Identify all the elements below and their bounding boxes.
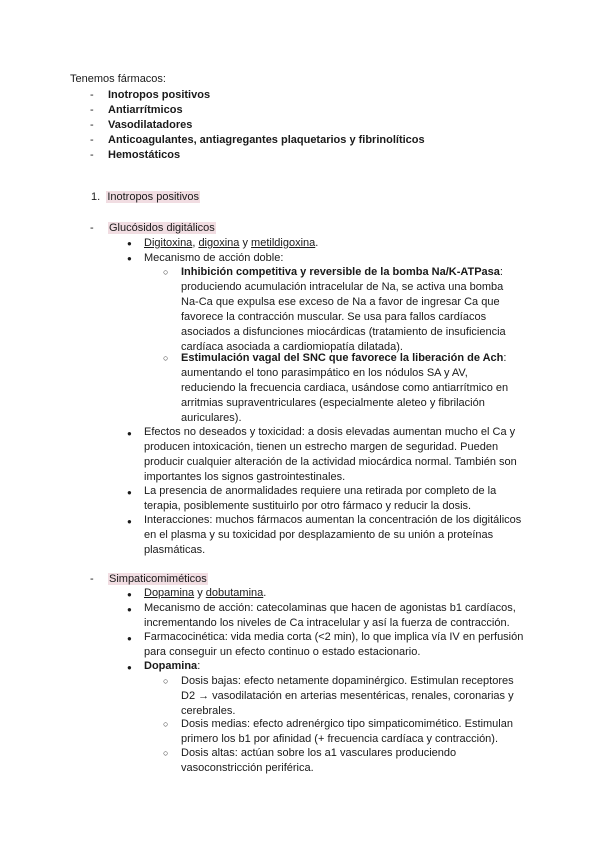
- bullet-dot: ●: [127, 605, 132, 614]
- dosis-bajas-line: Dosis bajas: efecto netamente dopaminérgico. Estimulan receptores: [181, 675, 514, 687]
- anormal-line: La presencia de anormalidades requiere una retirada por completo de la: [144, 485, 497, 497]
- mecanismo-line: Mecanismo de acción: catecolaminas que hacen de agonistas b1 cardíacos,: [144, 602, 516, 614]
- mech1-line: Na-Ca que expulsa ese exceso de Na a favor de ingresar Ca que: [181, 296, 500, 308]
- sep: .: [263, 587, 267, 599]
- bullet-dot: ●: [127, 663, 132, 672]
- drug-digoxina: digoxina: [198, 237, 240, 249]
- section-title: Inotropos positivos: [107, 191, 200, 203]
- dosis-medias-line: primero los b1 por afinidad (+ frecuencia cardíaca y contracción).: [181, 733, 499, 745]
- subsection-title: [108, 573, 208, 586]
- drug-dopamina: Dopamina: [144, 587, 195, 599]
- simpatico-drugs: [144, 587, 266, 600]
- interacciones-line: en el plasma y su toxicidad por desplazamiento de su unión a proteínas: [144, 529, 494, 541]
- bullet-dot: ●: [127, 488, 132, 497]
- dosis-bajas-line: cerebrales.: [181, 705, 236, 717]
- list-dash: -: [90, 104, 94, 116]
- intro-text: Tenemos fármacos:: [70, 73, 166, 85]
- glucosidos-drugs: [144, 237, 318, 250]
- colon: :: [197, 660, 201, 672]
- sep: .: [315, 237, 319, 249]
- mech2-line: aumentando el tono parasimpático en los nódulos SA y AV,: [181, 367, 468, 379]
- list-item: Vasodilatadores: [108, 119, 193, 131]
- list-dash: -: [90, 149, 94, 161]
- mech1-first-line: [181, 266, 503, 279]
- drug-dobutamina: dobutamina: [205, 587, 264, 599]
- mech2-first-line: [181, 352, 506, 365]
- dopamina-heading: [144, 660, 200, 673]
- bullet-dot: ●: [127, 634, 132, 643]
- mech2-line: arritmias supraventriculares (especialmente aleteo y fibrilación: [181, 397, 485, 409]
- interacciones-line: Interacciones: muchos fármacos aumentan la concentración de los digitálicos: [144, 514, 522, 526]
- efectos-line: producen intoxicación, tienen un estrecho margen de seguridad. Pueden: [144, 441, 499, 453]
- dopamina-title: Dopamina: [144, 660, 198, 672]
- farmaco-line: para conseguir un efecto continuo o estado estacionario.: [144, 646, 421, 658]
- mech1-line: favorece la contracción muscular. Se usa para fallos cardíacos: [181, 311, 487, 323]
- efectos-line: Efectos no deseados y toxicidad: a dosis elevadas aumentan mucho el Ca y: [144, 426, 516, 438]
- sep: y: [194, 587, 206, 599]
- mech1-line: cardíaca asociada a cardiomiopatía dilatada).: [181, 341, 403, 353]
- subsection-dash: -: [90, 222, 94, 234]
- sep: ,: [192, 237, 199, 249]
- mech2-colon: :: [503, 352, 507, 364]
- sep: y: [239, 237, 252, 249]
- bullet-dot: ●: [127, 590, 132, 599]
- dosis-medias-line: Dosis medias: efecto adrenérgico tipo simpaticomimético. Estimulan: [181, 718, 513, 730]
- subsection-title: [108, 222, 216, 235]
- dosis-altas-line: Dosis altas: actúan sobre los a1 vasculares produciendo: [181, 747, 457, 759]
- section-number: 1.: [91, 191, 101, 203]
- drug-metildigoxina: metildigoxina: [251, 237, 316, 249]
- drug-digitoxina: Digitoxina: [144, 237, 193, 249]
- efectos-line: importantes los signos gastrointestinales.: [144, 471, 346, 483]
- list-item: Inotropos positivos: [108, 89, 211, 101]
- circle-bullet: ○: [163, 748, 169, 758]
- circle-bullet: ○: [163, 267, 169, 277]
- list-item: Antiarrítmicos: [108, 104, 183, 116]
- simpatico-title: Simpaticomiméticos: [109, 573, 207, 585]
- section-heading: [91, 191, 200, 204]
- mecanismo-line: incrementando los niveles de Ca intracelular y así la fuerza de contracción.: [144, 617, 510, 629]
- mech1-line: asociados a disfunciones miocárdicas (tratamiento de insuficiencia: [181, 326, 506, 338]
- list-item: Anticoagulantes, antiagregantes plaquetarios y fibrinolíticos: [108, 134, 425, 146]
- circle-bullet: ○: [163, 676, 169, 686]
- list-dash: -: [90, 119, 94, 131]
- mech2-line: auriculares).: [181, 412, 242, 424]
- anormal-line: terapia, posiblemente sustituirlo por otro fármaco y reducir la dosis.: [144, 500, 472, 512]
- bullet-dot: ●: [127, 517, 132, 526]
- farmaco-line: Farmacocinética: vida media corta (<2 min), lo que implica vía IV en perfusión: [144, 631, 524, 643]
- mech1-bold: Inhibición competitiva y reversible de la bomba Na/K-ATPasa: [181, 266, 500, 278]
- list-item: Hemostáticos: [108, 149, 181, 161]
- circle-bullet: ○: [163, 719, 169, 729]
- dosis-bajas-line: D2 → vasodilatación en arterias mesentéricas, renales, coronarias y: [181, 690, 514, 702]
- glucosidos-title: Glucósidos digitálicos: [109, 222, 215, 234]
- interacciones-line: plasmáticas.: [144, 544, 206, 556]
- mech1-colon: :: [499, 266, 503, 278]
- mecanismo-title: Mecanismo de acción doble:: [144, 252, 284, 264]
- list-dash: -: [90, 134, 94, 146]
- mech2-bold: Estimulación vagal del SNC que favorece la liberación de Ach: [181, 352, 504, 364]
- mech1-line: produciendo acumulación intracelular de Na, se activa una bomba: [181, 281, 504, 293]
- bullet-dot: ●: [127, 254, 132, 263]
- subsection-dash: -: [90, 573, 94, 585]
- dosis-altas-line: vasoconstricción periférica.: [181, 762, 314, 774]
- efectos-line: producir cualquier alteración de la actividad miocárdica normal. También son: [144, 456, 517, 468]
- bullet-dot: ●: [127, 239, 132, 248]
- mech2-line: reduciendo la frecuencia cardiaca, usándose como antiarrítmico en: [181, 382, 509, 394]
- bullet-dot: ●: [127, 429, 132, 438]
- list-dash: -: [90, 89, 94, 101]
- circle-bullet: ○: [163, 353, 169, 363]
